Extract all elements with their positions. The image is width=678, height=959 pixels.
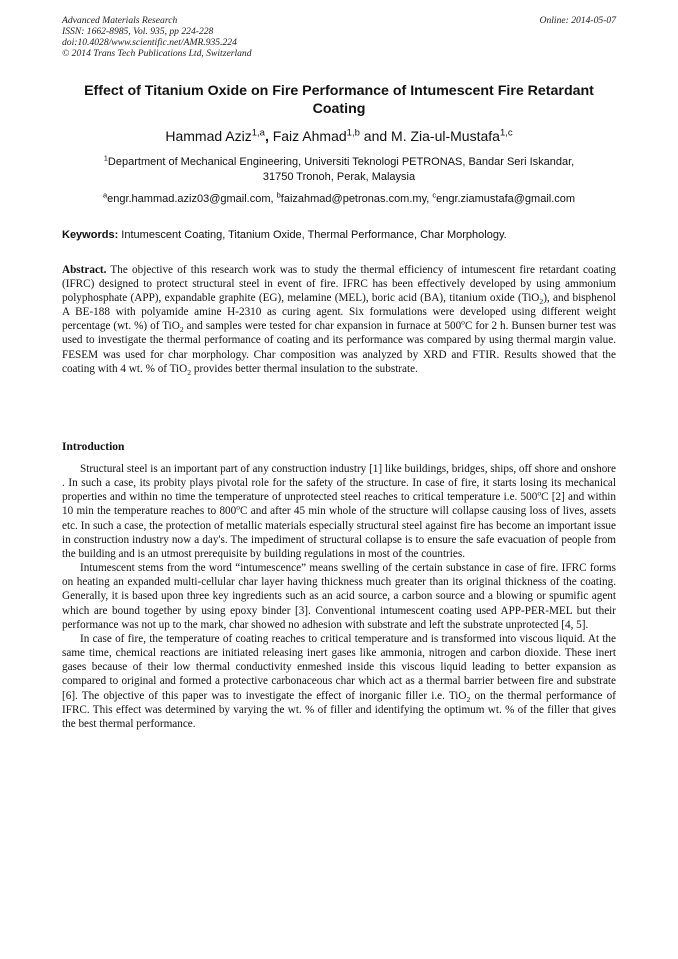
superscript: o [537,488,542,498]
abstract-text: C for 2 h. Bunsen burner test was used to investigate the thermal performance of coating and its performance was compared by using thermal margin value. FESEM was used for char morphology. Char composition was analyzed by XRD and FTIR. Results showed that the coating with 4 wt. % of TiO [62,320,616,375]
abstract [62,263,616,376]
superscript: o [461,317,465,327]
email-address: engr.ziamustafa@gmail.com [436,193,576,205]
author-name: Hammad Aziz [165,128,252,144]
superscript: o [236,502,241,512]
subscript: 2 [179,325,184,335]
affiliation-text: Department of Mechanical Engineering, Universiti Teknologi PETRONAS, Bandar Seri Iskandar, [107,156,575,168]
journal-name: Advanced Materials Research [62,15,178,26]
abstract-text: ), and bisphenol A BE-188 with polyamide amine H-2310 as curing agent. Six formulations were developed using different weight percentage (wt. %) of TiO [62,292,617,333]
author-name: M. Zia-ul-Mustafa [391,128,500,144]
subscript: 2 [466,694,471,704]
keywords [62,229,616,241]
paragraph-text: C and after 45 min whole of the structure will collapse causing loss of lives, assets etc. In such a case, the protection of metallic materials especially structural steel against fire has become an important issue in construction industry now a day's. The impediment of structural collapse is to ensure the safe evacuation of people from the building and is an utmost prerequisite by building regulations in most of the countries. [62,505,617,560]
affiliation-mark: 1 [103,153,108,163]
email-mark: a [102,190,108,200]
paragraph [62,632,616,731]
keywords-label: Keywords: [62,229,119,241]
paragraph: Intumescent stems from the word “intumescence” means swelling of the certain substance in case of fire. IFRC forms on heating an expanded multi-cellular char layer having thickness much greater than its original thickness of the coating. Generally, it is based upon three key ingredients such as an acid source, a carbon source and a blowing or spumific agent which are bound together by using epoxy binder [3]. Conventional intumescent coating used APP-PER-MEL but their performance was not up to the mark, char showed no adhesion with substrate and left the substrate unprotected [4, 5]. [62,562,616,631]
paragraph-text: on the thermal performance of IFRC. This effect was determined by varying the wt. % of filler and identifying the optimum wt. % of the filler that gives the best thermal performance. [62,689,616,730]
copyright-line: © 2014 Trans Tech Publications Ltd, Switzerland [62,48,252,59]
email-list [62,190,616,205]
abstract-text: provides better thermal insulation to the substrate. [191,362,418,375]
doi-line: doi:10.4028/www.scientific.net/AMR.935.224 [62,37,237,48]
email-address: faizahmad@petronas.com.my, [280,193,433,205]
abstract-text: The objective of this research work was to study the thermal efficiency of intumescent fire retardant coating (IFRC) designed to protect structural steel in event of fire. IFRC has been effectively developed by using ammonium polyphosphate (APP), expandable graphite (EG), melamine (MEL), boric acid (BA), titanium oxide (TiO [62,264,616,305]
author-name: Faiz Ahmad [272,128,347,144]
affiliation [62,155,616,184]
affiliation-line-2: 31750 Tronoh, Perak, Malaysia [262,170,416,183]
paragraph-text: Structural steel is an important part of any construction industry [1] like buildings, bridges, ships, off shore and onshore . In such a case, its probity plays pivotal role for the safety of the structure. In case of fire, it starts losing its mechanical properties and within no time the temperature of unprotected steel reaches to critical temperature i.e. 500 [62,463,616,504]
email-address: engr.hammad.aziz03@gmail.com, [107,193,277,205]
abstract-text: and samples were tested for char expansion in furnace at 500 [183,320,462,333]
paper-title: Effect of Titanium Oxide on Fire Performance of Intumescent Fire Retardant Coating [84,83,594,117]
subscript: 2 [187,367,192,377]
online-date: Online: 2014-05-07 [539,15,616,26]
abstract-label: Abstract. [62,264,107,276]
email-mark: b [276,190,281,200]
author-separator: and [359,128,392,144]
paragraph [62,462,616,561]
affiliation-line-1 [62,155,616,170]
author-list [62,128,616,144]
journal-header [62,15,252,59]
issn-line: ISSN: 1662-8985, Vol. 935, pp 224-228 [62,26,214,37]
introduction-body [62,462,616,731]
paragraph-text: In case of fire, the temperature of coating reaches to critical temperature and is transformed into viscous liquid. At the same time, chemical reactions are initiated releasing inert gases like ammonia, nitrogen and carbon dioxide. These inert gases because of their low thermal conductivity enmeshed inside this viscous liquid leading to better expansion as compared to original and formed a protective carbonaceous char which act as a thermal barrier between fire and substrate [6]. The objective of this paper was to investigate the effect of inorganic filler i.e. TiO [62,632,616,702]
keywords-text: Intumescent Coating, Titanium Oxide, Thermal Performance, Char Morphology. [118,229,507,241]
paragraph-text: C [2] and within 10 min the temperature reaches to 800 [62,491,616,518]
email-mark: c [432,190,437,200]
section-heading-introduction: Introduction [62,441,125,453]
author-separator: , [264,128,273,144]
author-affil-mark: 1,a [251,127,265,139]
author-affil-mark: 1,b [346,127,360,139]
subscript: 2 [539,297,544,307]
author-affil-mark: 1,c [499,127,513,139]
